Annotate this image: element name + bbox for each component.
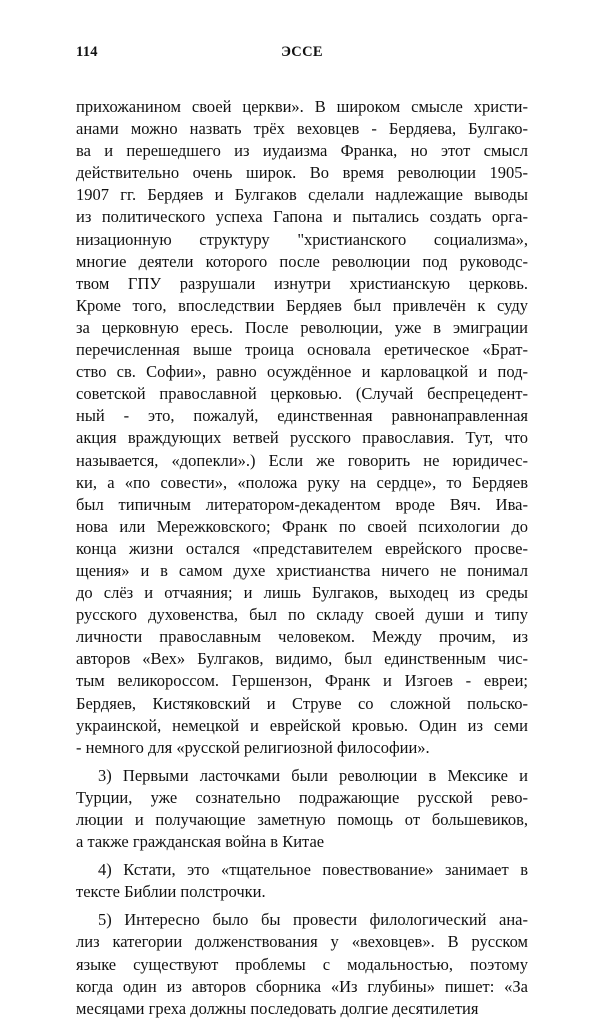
text-line: тым великороссом. Гершензон, Франк и Изгоев - евреи; xyxy=(76,671,528,691)
text-line: 4) Кстати, это «тщательное повествование» занимает в xyxy=(98,860,528,880)
text-line: Кроме того, впоследствии Бердяев был привлечён к суду xyxy=(76,295,528,315)
text-line: перечисленная выше троица основала еретическое «Брат- xyxy=(76,340,528,360)
text-line: называется, «допекли».) Если же говорить не юридичес- xyxy=(76,450,528,470)
text-line: из политического успеха Гапона и пытались создать орга- xyxy=(76,207,528,227)
footnote-paragraph xyxy=(76,909,528,1019)
running-head: ЭССЕ xyxy=(281,44,323,60)
text-line: за церковную ересь. После революции, уже в эмиграции xyxy=(76,317,528,337)
text-line: 5) Интересно было бы провести филологический ана- xyxy=(98,910,528,930)
page-header xyxy=(76,44,528,64)
text-line: анами можно назвать трёх веховцев - Бердяева, Булгако- xyxy=(76,119,528,139)
text-line: низационную структуру "христианского социализма», xyxy=(76,229,528,249)
text-line: 1907 гг. Бердяев и Булгаков сделали надлежащие выводы xyxy=(76,185,528,205)
text-line: щения» и в самом духе христианства ничего не понимал xyxy=(76,560,528,580)
text-line: авторов «Вех» Булгаков, видимо, был единственным чис- xyxy=(76,649,528,669)
text-line: ки, а «по совести», «положа руку на сердце», то Бердяев xyxy=(76,472,528,492)
text-line: языке существуют проблемы с модальностью, поэтому xyxy=(76,954,528,974)
footnote-paragraph xyxy=(76,765,528,853)
text-line: - немного для «русской религиозной философии». xyxy=(76,737,430,757)
text-line: Бердяев, Кистяковский и Струве со сложной польско- xyxy=(76,693,528,713)
text-line: личности православным человеком. Между прочим, из xyxy=(76,627,528,647)
text-line: русского духовенства, был по складу своей души и типу xyxy=(76,605,528,625)
text-line: а также гражданская война в Китае xyxy=(76,832,325,852)
text-line: ство св. Софии», равно осуждённое и карловацкой и под- xyxy=(76,362,528,382)
text-line: нова или Мережковского; Франк по своей психологии до xyxy=(76,516,528,536)
text-line: тексте Библии полстрочки. xyxy=(76,882,266,902)
text-line: украинской, немецкой и еврейской кровью. Один из семи xyxy=(76,715,528,735)
main-paragraph xyxy=(76,96,528,759)
text-line: ва и перешедшего из иудаизма Франка, но этот смысл xyxy=(76,141,528,161)
text-line: до слёз и отчаяния; и лишь Булгаков, выходец из среды xyxy=(76,583,528,603)
page-number: 114 xyxy=(76,44,98,60)
text-line: твом ГПУ разрушали изнутри христианскую церковь. xyxy=(76,273,528,293)
text-line: акция враждующих ветвей русского православия. Тут, что xyxy=(76,428,528,448)
page-body xyxy=(76,96,528,1020)
text-line: действительно очень широк. Во время революции 1905- xyxy=(76,163,528,183)
text-line: был типичным литератором-декадентом вроде Вяч. Ива- xyxy=(76,494,528,514)
text-line: люции и получающие заметную помощь от большевиков, xyxy=(76,810,528,829)
text-line: прихожанином своей церкви». В широком смысле христи- xyxy=(76,97,528,116)
text-line: 3) Первыми ласточками были революции в Мексике и xyxy=(98,765,528,785)
text-line: Турции, уже сознательно подражающие русской рево- xyxy=(76,787,528,807)
text-line: лиз категории долженствования у «веховцев». В русском xyxy=(76,932,528,952)
text-line: месяцами греха должны последовать долгие десятилетия xyxy=(76,998,479,1018)
text-line: когда один из авторов сборника «Из глубины» пишет: «За xyxy=(76,976,528,996)
text-line: ный - это, пожалуй, единственная равнонаправленная xyxy=(76,406,528,426)
text-line: многие деятели которого после революции под руководс- xyxy=(76,251,528,271)
footnote-paragraph xyxy=(76,859,528,903)
text-line: советской православной церковью. (Случай беспрецедент- xyxy=(76,384,528,404)
text-line: конца жизни остался «представителем еврейского просве- xyxy=(76,538,528,558)
